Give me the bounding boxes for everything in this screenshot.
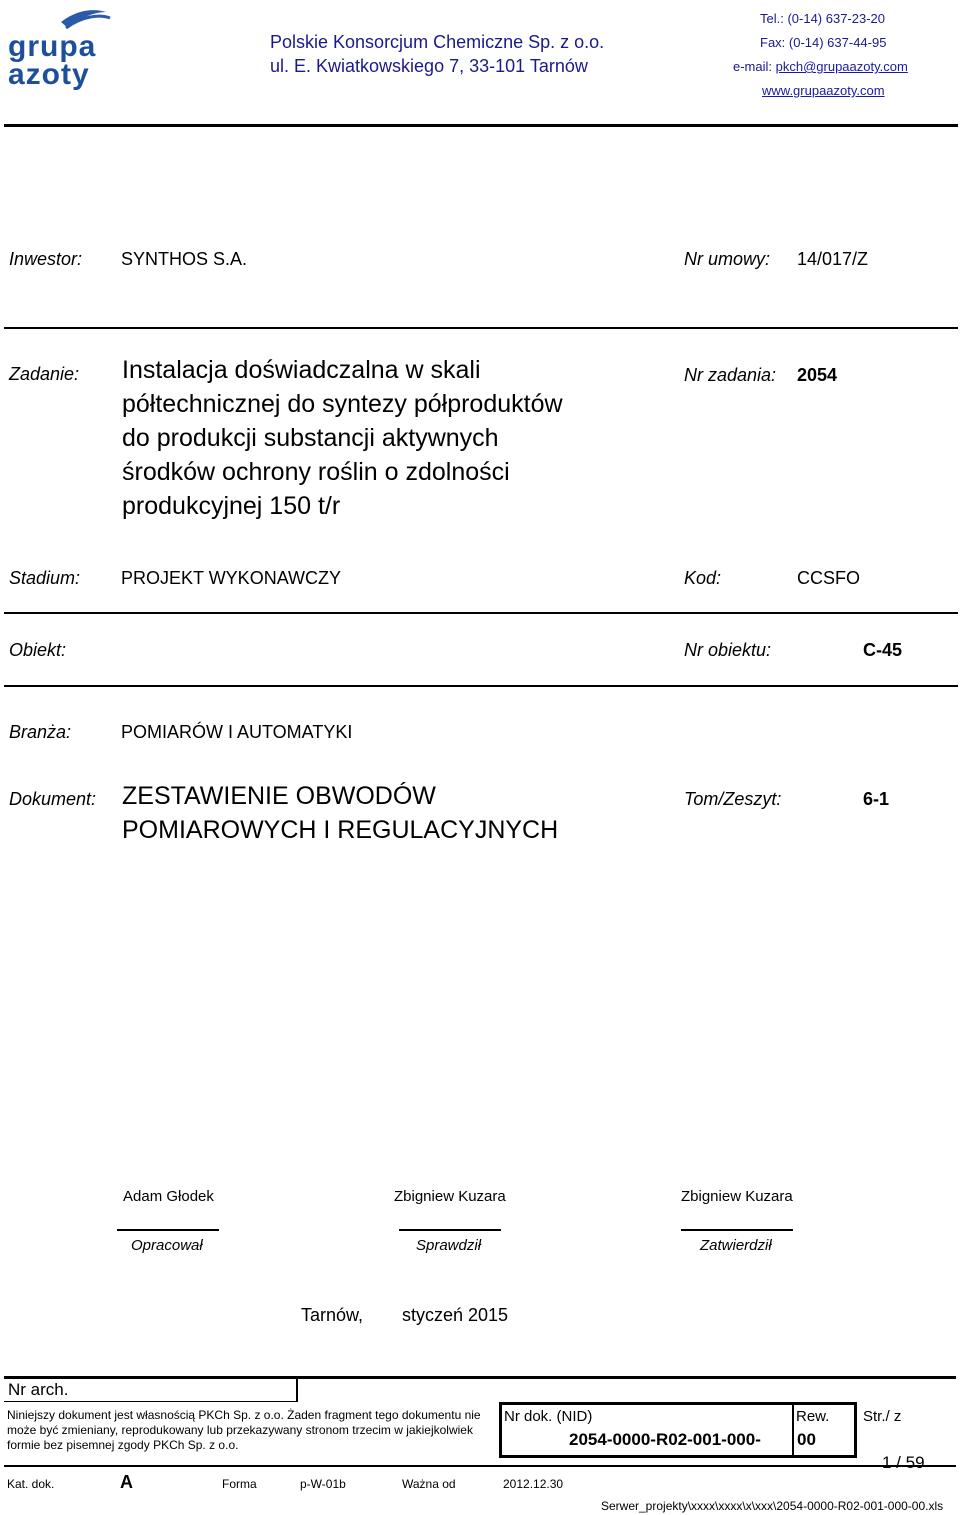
document-line-2: POMIAROWYCH I REGULACYJNYCH xyxy=(122,816,559,844)
task-line-3: do produkcji substancji aktywnych xyxy=(122,424,499,452)
stage-label: Stadium: xyxy=(9,568,81,588)
rev-label: Rew. xyxy=(796,1408,830,1425)
logo-text-bottom: azoty xyxy=(8,58,90,91)
code-label: Kod: xyxy=(684,568,722,588)
code-value: CCSFO xyxy=(797,568,860,588)
investor-value: SYNTHOS S.A. xyxy=(121,249,248,269)
author-role: Opracował xyxy=(131,1237,203,1254)
company-email-row xyxy=(733,59,908,74)
place: Tarnów, xyxy=(301,1305,364,1325)
doc-nr-label: Nr dok. (NID) xyxy=(504,1408,593,1425)
cat-label: Kat. dok. xyxy=(7,1477,55,1491)
document-label: Dokument: xyxy=(9,789,97,809)
task-nr-label: Nr zadania: xyxy=(684,365,777,385)
page-value: 1 / 59 xyxy=(882,1453,925,1472)
form-label: Forma xyxy=(222,1477,257,1491)
company-address: ul. E. Kwiatkowskiego 7, 33-101 Tarnów xyxy=(270,56,588,76)
investor-label: Inwestor: xyxy=(9,249,83,269)
checker-role: Sprawdził xyxy=(416,1237,482,1254)
valid-label: Ważna od xyxy=(402,1477,456,1491)
notice-line-3: formie bez pisemnej zgody PKCh Sp. z o.o. xyxy=(7,1438,239,1452)
rev-divider xyxy=(792,1402,794,1458)
issue-date: styczeń 2015 xyxy=(402,1305,509,1325)
document-line-1: ZESTAWIENIE OBWODÓW xyxy=(122,782,436,810)
task-line-4: środków ochrony roślin o zdolności xyxy=(122,458,510,486)
form-value: p-W-01b xyxy=(300,1477,346,1491)
approver-name: Zbigniew Kuzara xyxy=(681,1188,793,1205)
approver-sign-line xyxy=(681,1229,793,1231)
author-name: Adam Głodek xyxy=(123,1188,214,1205)
page-label: Str./ z xyxy=(863,1408,902,1425)
task-nr-value: 2054 xyxy=(797,365,838,385)
notice-line-2: może być zmieniany, reprodukowany lub przekazywany stronom trzecim w jakiejkolwiek xyxy=(7,1423,473,1437)
company-logo xyxy=(6,8,148,91)
contract-label: Nr umowy: xyxy=(684,249,771,269)
checker-name: Zbigniew Kuzara xyxy=(394,1188,506,1205)
object-label: Obiekt: xyxy=(9,640,67,660)
stage-value: PROJEKT WYKONAWCZY xyxy=(121,568,342,588)
valid-value: 2012.12.30 xyxy=(503,1477,564,1491)
company-tel: Tel.: (0-14) 637-23-20 xyxy=(760,11,886,26)
task-line-5: produkcyjnej 150 t/r xyxy=(122,492,341,520)
volume-label: Tom/Zeszyt: xyxy=(684,789,782,809)
branch-value: POMIARÓW I AUTOMATYKI xyxy=(121,722,353,742)
email-label: e-mail: xyxy=(733,59,776,74)
logo-text-top: grupa xyxy=(8,30,97,63)
notice-line-1: Niniejszy dokument jest własnością PKCh Sp. z o.o. Żaden fragment tego dokumentu nie xyxy=(7,1408,481,1422)
file-path: Serwer_projekty\xxxx\xxxx\x\xxx\2054-0000-R02-001-000-00.xls xyxy=(601,1499,944,1513)
email-link[interactable]: pkch@grupaazoty.com xyxy=(775,59,908,74)
cat-value: A xyxy=(120,1472,133,1492)
task-line-1: Instalacja doświadczalna w skali xyxy=(122,356,481,384)
doc-nr-value: 2054-0000-R02-001-000- xyxy=(569,1430,761,1449)
company-fax: Fax: (0-14) 637-44-95 xyxy=(760,35,887,50)
object-nr-label: Nr obiektu: xyxy=(684,640,772,660)
header-divider xyxy=(4,124,958,127)
approver-role: Zatwierdził xyxy=(700,1237,772,1254)
author-sign-line xyxy=(117,1229,219,1231)
volume-value: 6-1 xyxy=(863,789,890,809)
rev-value: 00 xyxy=(797,1430,816,1449)
divider-task xyxy=(4,327,958,329)
object-nr-value: C-45 xyxy=(863,640,903,660)
archive-label: Nr arch. xyxy=(8,1380,69,1399)
branch-label: Branża: xyxy=(9,722,72,742)
divider-object xyxy=(4,612,958,614)
divider-branch xyxy=(4,685,958,687)
task-label: Zadanie: xyxy=(9,364,80,384)
company-name: Polskie Konsorcjum Chemiczne Sp. z o.o. xyxy=(270,32,605,52)
website-link[interactable]: www.grupaazoty.com xyxy=(762,83,885,98)
contract-value: 14/017/Z xyxy=(797,249,869,269)
task-line-2: półtechnicznej do syntezy półproduktów xyxy=(122,390,563,418)
checker-sign-line xyxy=(399,1229,501,1231)
